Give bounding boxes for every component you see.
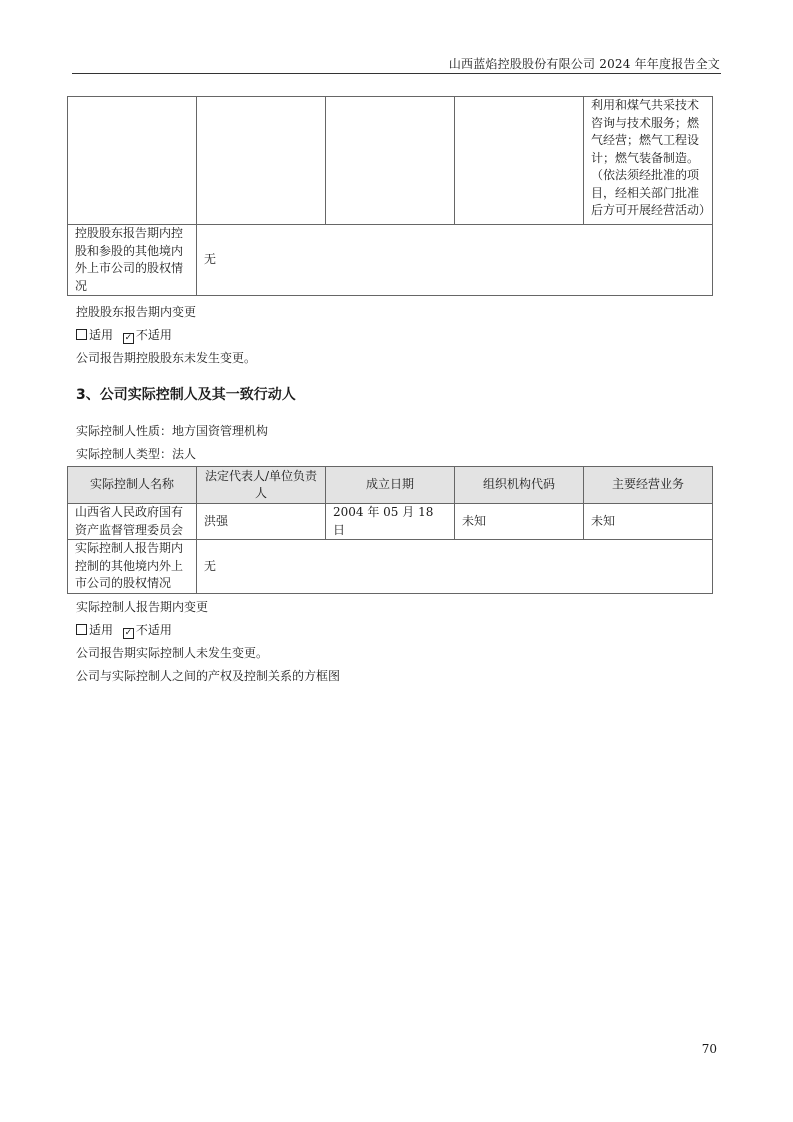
actual-change-title: 实际控制人报告期内变更 [76, 600, 209, 614]
table1-other-listed-value: 无 [197, 225, 713, 296]
table2-other-listed-value: 无 [197, 540, 713, 594]
ownership-diagram-caption: 公司与实际控制人之间的产权及控制关系的方框图 [76, 669, 341, 683]
actual-controller-nature: 实际控制人性质：地方国资管理机构 [76, 424, 269, 438]
actual-change-statement: 公司报告期实际控制人未发生变更。 [76, 646, 269, 660]
table1-cont-cell-1 [68, 97, 197, 225]
unchecked-box-icon[interactable] [76, 624, 87, 635]
table1-business-scope-cell: 利用和煤气共采技术咨询与技术服务；燃气经营；燃气工程设计；燃气装备制造。（依法须经批准的项目，经相关部门批准后方可开展经营活动） [584, 97, 713, 225]
option-not-applicable-label: 不适用 [135, 623, 172, 637]
table1-cont-cell-3 [326, 97, 455, 225]
option-applicable-label: 适用 [89, 623, 114, 637]
actual-change-options [76, 621, 172, 639]
table2-cell-org-code: 未知 [455, 504, 584, 540]
table2-cell-business: 未知 [584, 504, 713, 540]
section-heading: 3、公司实际控制人及其一致行动人 [76, 387, 296, 403]
table2-header-representative: 法定代表人/单位负责人 [197, 467, 326, 504]
table2-cell-established: 2004 年 05 月 18 日 [326, 504, 455, 540]
table2-header-established: 成立日期 [326, 467, 455, 504]
table2-other-listed-label: 实际控制人报告期内控制的其他境内外上市公司的股权情况 [68, 540, 197, 594]
unchecked-box-icon[interactable] [76, 329, 87, 340]
controlling-change-title: 控股股东报告期内变更 [76, 305, 197, 319]
table2-header-name: 实际控制人名称 [68, 467, 197, 504]
controlling-shareholder-table [67, 96, 713, 296]
table2-cell-representative: 洪强 [197, 504, 326, 540]
checked-box-icon[interactable]: ✓ [124, 628, 133, 638]
option-applicable-label: 适用 [89, 328, 114, 342]
table2-header-business: 主要经营业务 [584, 467, 713, 504]
page-number: 70 [701, 1042, 717, 1056]
controlling-change-options [76, 326, 172, 344]
actual-controller-table [67, 466, 713, 594]
report-header-title: 山西蓝焰控股股份有限公司 2024 年年度报告全文 [448, 57, 720, 71]
table1-cont-cell-2 [197, 97, 326, 225]
table2-header-org-code: 组织机构代码 [455, 467, 584, 504]
table2-cell-name: 山西省人民政府国有资产监督管理委员会 [68, 504, 197, 540]
option-not-applicable-label: 不适用 [135, 328, 172, 342]
checked-box-icon[interactable]: ✓ [124, 333, 133, 343]
header-rule [72, 73, 721, 74]
table1-other-listed-label: 控股股东报告期内控股和参股的其他境内外上市公司的股权情况 [68, 225, 197, 296]
table1-cont-cell-4 [455, 97, 584, 225]
controlling-change-statement: 公司报告期控股股东未发生变更。 [76, 351, 257, 365]
actual-controller-type: 实际控制人类型：法人 [76, 447, 197, 461]
